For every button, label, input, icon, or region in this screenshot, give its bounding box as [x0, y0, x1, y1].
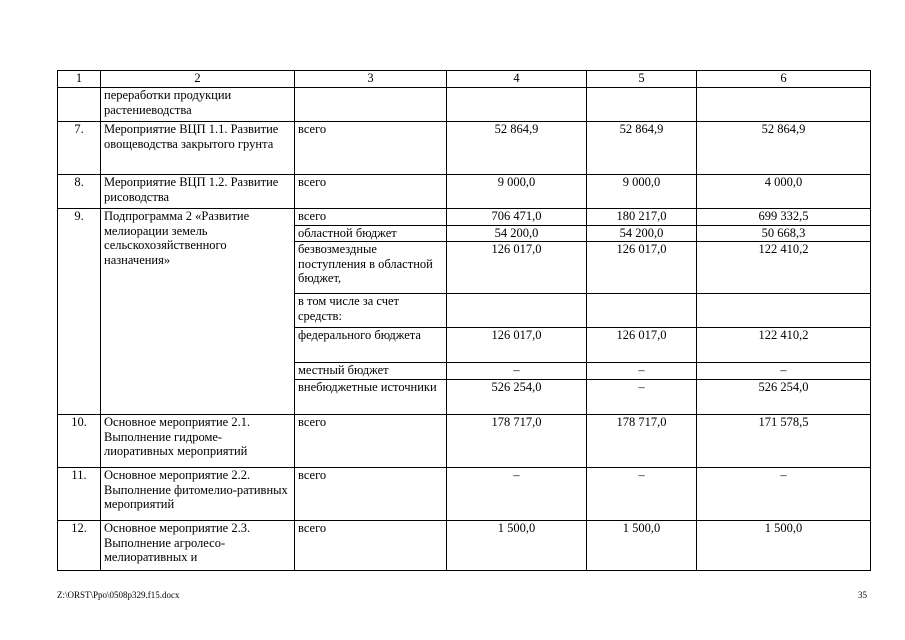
item-name: Мероприятие ВЦП 1.1. Развитие овощеводства закрытого грунта — [101, 122, 295, 175]
value-col5: 54 200,0 — [587, 226, 697, 242]
file-path: Z:\ORST\Ppo\0508p329.f15.docx — [57, 590, 180, 600]
funding-source: всего — [295, 175, 447, 209]
value-col4: 126 017,0 — [447, 328, 587, 363]
funding-source: всего — [295, 122, 447, 175]
value-col5: 178 717,0 — [587, 415, 697, 468]
value-col4: 706 471,0 — [447, 209, 587, 226]
funding-source: местный бюджет — [295, 363, 447, 380]
header-cell: 3 — [295, 71, 447, 88]
funding-source: всего — [295, 209, 447, 226]
value-col4 — [447, 88, 587, 122]
item-name: переработки продукции растениеводства — [101, 88, 295, 122]
value-col4 — [447, 294, 587, 328]
value-col5: 126 017,0 — [587, 242, 697, 294]
value-col6: 122 410,2 — [697, 328, 871, 363]
funding-source: в том числе за счет средств: — [295, 294, 447, 328]
funding-source — [295, 88, 447, 122]
value-col6: – — [697, 363, 871, 380]
item-name: Основное мероприятие 2.3. Выполнение агролесо-мелиоративных и — [101, 521, 295, 571]
value-col4: 54 200,0 — [447, 226, 587, 242]
row-number: 9. — [58, 209, 101, 415]
value-col5: 9 000,0 — [587, 175, 697, 209]
value-col6: 52 864,9 — [697, 122, 871, 175]
item-name: Подпрограмма 2 «Развитие мелиорации земель сельскохозяйственного назначения» — [101, 209, 295, 415]
value-col5 — [587, 294, 697, 328]
table-row — [58, 175, 871, 209]
value-col5: 1 500,0 — [587, 521, 697, 571]
funding-source: областной бюджет — [295, 226, 447, 242]
value-col6 — [697, 294, 871, 328]
value-col6: 122 410,2 — [697, 242, 871, 294]
value-col5: 52 864,9 — [587, 122, 697, 175]
table-row — [58, 521, 871, 571]
header-cell: 4 — [447, 71, 587, 88]
funding-source: всего — [295, 468, 447, 521]
row-number: 11. — [58, 468, 101, 521]
item-name: Основное мероприятие 2.1. Выполнение гидроме-лиоративных мероприятий — [101, 415, 295, 468]
value-col5: 180 217,0 — [587, 209, 697, 226]
table-row — [58, 209, 871, 226]
row-number: 12. — [58, 521, 101, 571]
value-col4: 1 500,0 — [447, 521, 587, 571]
header-cell: 5 — [587, 71, 697, 88]
value-col5: – — [587, 468, 697, 521]
value-col6: 4 000,0 — [697, 175, 871, 209]
funding-source: безвозмездные поступления в областной бюджет, — [295, 242, 447, 294]
value-col5: – — [587, 363, 697, 380]
value-col5: – — [587, 380, 697, 415]
value-col4: 9 000,0 — [447, 175, 587, 209]
value-col6: 526 254,0 — [697, 380, 871, 415]
item-name: Мероприятие ВЦП 1.2. Развитие рисоводства — [101, 175, 295, 209]
header-cell: 1 — [58, 71, 101, 88]
page-number: 35 — [858, 590, 867, 600]
value-col4: 52 864,9 — [447, 122, 587, 175]
value-col6: 699 332,5 — [697, 209, 871, 226]
table-row — [58, 415, 871, 468]
value-col4: – — [447, 363, 587, 380]
header-cell: 6 — [697, 71, 871, 88]
header-row — [58, 71, 871, 88]
value-col4: 126 017,0 — [447, 242, 587, 294]
table-row — [58, 122, 871, 175]
value-col6 — [697, 88, 871, 122]
header-cell: 2 — [101, 71, 295, 88]
row-number: 10. — [58, 415, 101, 468]
budget-table — [57, 70, 871, 571]
row-number — [58, 88, 101, 122]
table-row — [58, 468, 871, 521]
value-col5: 126 017,0 — [587, 328, 697, 363]
value-col6: 50 668,3 — [697, 226, 871, 242]
funding-source: всего — [295, 415, 447, 468]
funding-source: федерального бюджета — [295, 328, 447, 363]
funding-source: всего — [295, 521, 447, 571]
value-col6: 171 578,5 — [697, 415, 871, 468]
table-row — [58, 88, 871, 122]
value-col4: 526 254,0 — [447, 380, 587, 415]
row-number: 7. — [58, 122, 101, 175]
item-name: Основное мероприятие 2.2. Выполнение фитомелио-ративных мероприятий — [101, 468, 295, 521]
value-col4: – — [447, 468, 587, 521]
value-col5 — [587, 88, 697, 122]
row-number: 8. — [58, 175, 101, 209]
value-col6: – — [697, 468, 871, 521]
funding-source: внебюджетные источники — [295, 380, 447, 415]
value-col6: 1 500,0 — [697, 521, 871, 571]
value-col4: 178 717,0 — [447, 415, 587, 468]
